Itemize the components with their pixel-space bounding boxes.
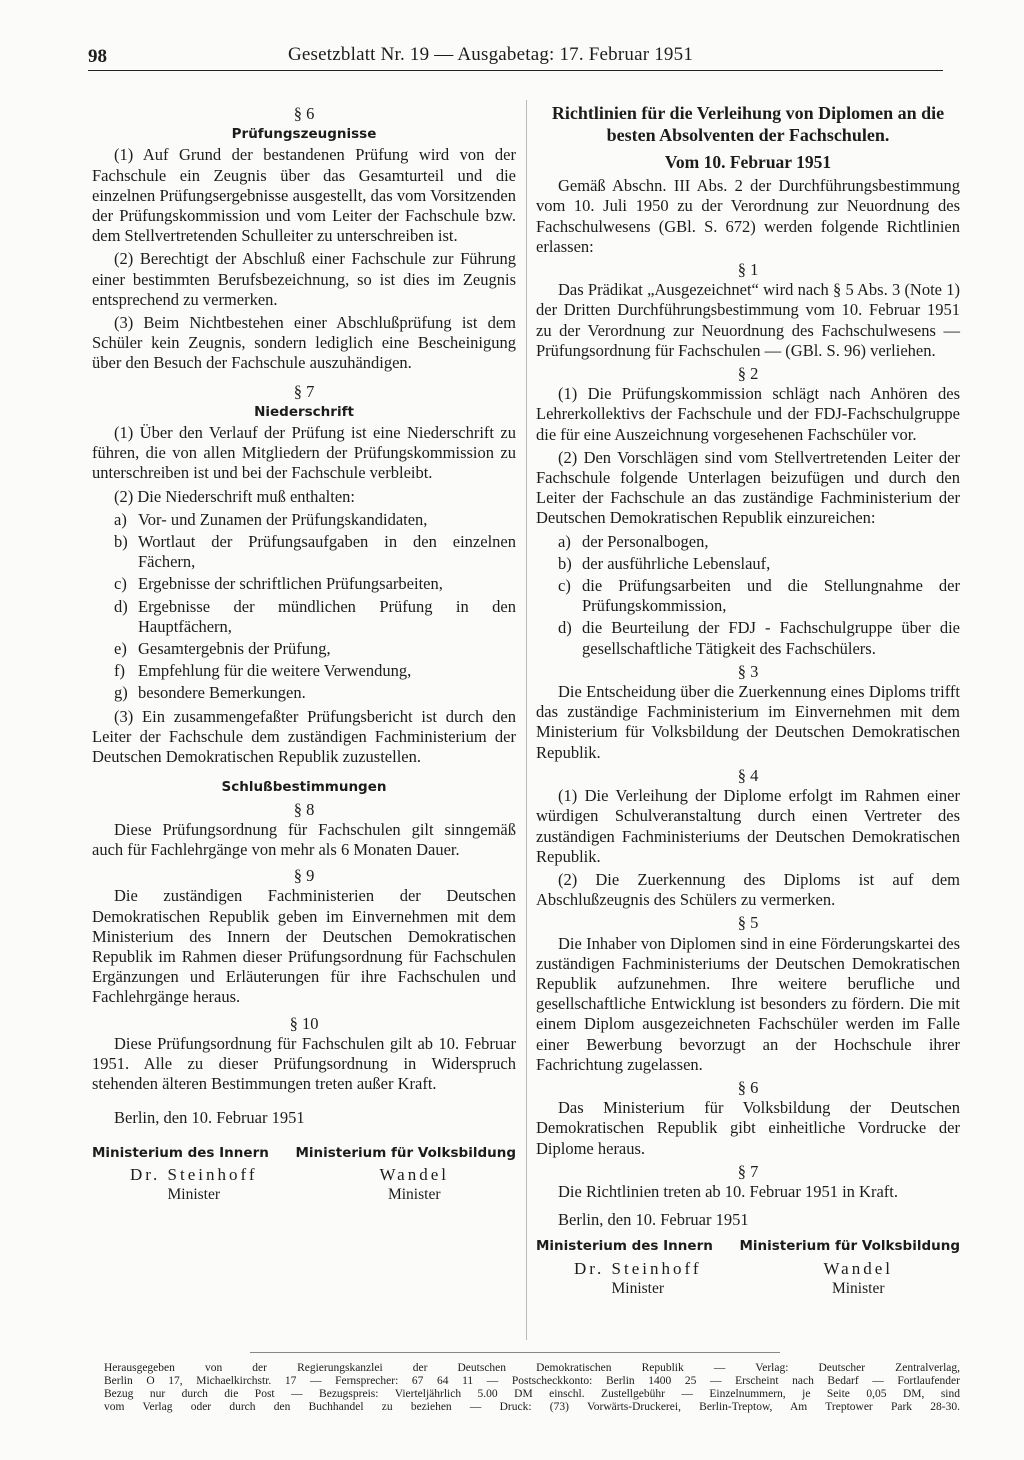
paragraph: Die Inhaber von Diplomen sind in eine Förderungskartei des zuständigen Fachministeriums der Deutschen Demokratischen Republik aufzunehmen. Ihre weitere berufliche und gesellschaftliche Entwicklung ist besonders zu fördern. Die mit einem Diplom ausgezeichneten Fachschüler werden im Falle einer Bewerbung bevorzugt an der Hochschule ihrer Fachrichtung zugelassen. [536,933,960,1074]
left-column [92,102,516,1205]
paragraph: (2) Den Vorschlägen sind vom Stellvertretenden Leiter der Fachschule folgende Unterlagen beizufügen und durch den Leiter der Fachschule an das zuständige Fachministerium der Deutschen Demokratischen Republik einzureichen: [536,447,960,528]
list-label: b) [558,553,572,573]
paragraph: (1) Auf Grund der bestandenen Prüfung wird von der Fachschule ein Zeugnis über das Gesamturteil und die einzelnen Prüfungsergebnisse ausgestellt, das vom Vorsitzenden der Prüfungskommission und vom Leiter der Fachschule bzw. dem Stellvertretenden Schulleiter zu unterschreiben ist. [92,145,516,246]
list-text: die Beurteilung der FDJ - Fachschulgruppe über die gesellschaftliche Tätigkeit des Fachschülers. [582,618,960,658]
ministry-name: Ministerium für Volksbildung [295,1144,516,1161]
ministry-name: Ministerium des Innern [92,1144,269,1161]
section-number: § 6 [293,104,315,123]
paragraph: Gemäß Abschn. III Abs. 2 der Durchführungsbestimmung vom 10. Juli 1950 zu der Verordnung zur Neuordnung des Fachschulwesens (GBl. S. 672) werden folgende Richtlinien erlassen: [536,176,960,256]
signer-role: Minister [611,1279,665,1297]
list-item [92,639,516,659]
list-text: Empfehlung für die weitere Verwendung, [138,661,412,681]
imprint-line: Herausgegeben von der Regierungskanzlei der Deutschen Demokratischen Republik — Verlag: Deutscher Zentralverlag, [104,1362,960,1374]
paragraph: Das Prädikat „Ausgezeichnet“ wird nach § 5 Abs. 3 (Note 1) der Dritten Durchführungsbestimmung vom 10. Februar 1951 zu der Verordnung zur Neuordnung des Fachschulwesens — Prüfungsordnung für Fachschulen — (GBl. S. 96) verliehen. [536,280,960,360]
signature-block [92,1165,516,1205]
list-label: f) [114,661,125,681]
list-item [536,618,960,658]
ministry-name: Ministerium für Volksbildung [739,1238,960,1255]
section-number: § 4 [737,765,759,785]
document-date: Vom 10. Februar 1951 [664,152,832,172]
signer-name: Wandel [379,1164,449,1184]
signer [756,1259,960,1299]
section-title: Schlußbestimmungen [221,779,387,796]
section-title: Prüfungszeugnisse [231,126,377,143]
section-number: § 7 [737,1161,759,1181]
list-text: der ausführliche Lebenslauf, [582,553,771,573]
list-item [536,532,960,552]
imprint-footer [104,1362,960,1414]
signer-name: Wandel [823,1258,893,1278]
signer-name: Dr. Steinhoff [574,1258,702,1278]
section-number: § 9 [293,866,315,886]
signer-name: Dr. Steinhoff [130,1164,258,1184]
section-number: § 8 [293,799,315,819]
page-header [88,44,943,71]
signer [312,1165,516,1205]
list-label: e) [114,639,127,659]
list-text: Gesamtergebnis der Prüfung, [138,639,331,659]
list-item [92,574,516,594]
paragraph: Die zuständigen Fachministerien der Deutschen Demokratischen Republik geben im Einvernehmen mit dem Ministerium des Innern der Deutschen Demokratischen Republik im Rahmen dieser Prüfungsordnung für Fachschulen Ergänzungen und Erläuterungen für ihre Fachschulen und Fachlehrgänge heraus. [92,886,516,1007]
paragraph: Diese Prüfungsordnung für Fachschulen gilt ab 10. Februar 1951. Alle zu dieser Prüfungsordnung in Widerspruch stehenden älteren Bestimmungen treten außer Kraft. [92,1033,516,1094]
list-text: Vor- und Zunamen der Prüfungskandidaten, [138,509,428,529]
place-date: Berlin, den 10. Februar 1951 [558,1210,749,1230]
footer-rule [250,1352,780,1353]
ministry-name: Ministerium des Innern [536,1238,713,1255]
paragraph: (2) Die Zuerkennung des Diploms ist auf dem Abschlußzeugnis des Schülers zu vermerken. [536,869,960,910]
paragraph: Die Entscheidung über die Zuerkennung eines Diploms trifft das zuständige Fachministerium im Einvernehmen mit dem Ministerium für Volksbildung der Deutschen Demokratischen Republik. [536,682,960,762]
list-item [92,597,516,637]
signer-role: Minister [167,1185,221,1203]
paragraph: (3) Beim Nichtbestehen einer Abschlußprüfung ist dem Schüler kein Zeugnis, sondern lediglich eine Bescheinigung über den Besuch der Fachschule auszuhändigen. [92,313,516,373]
paragraph: Die Richtlinien treten ab 10. Februar 1951 in Kraft. [558,1181,898,1201]
signature-block [536,1259,960,1299]
list-item [92,532,516,572]
paragraph: Das Ministerium für Volksbildung der Deutschen Demokratischen Republik gibt einheitliche Vordrucke der Diplome heraus. [536,1098,960,1158]
list-item [92,661,516,681]
list-item [536,576,960,616]
list-label: a) [114,509,127,529]
list-item [92,683,516,703]
paragraph: (3) Ein zusammengefaßter Prüfungsbericht ist durch den Leiter der Fachschule dem zuständigen Fachministerium der Deutschen Demokratischen Republik zuzustellen. [92,706,516,767]
list-label: d) [558,618,572,638]
paragraph: (2) Berechtigt der Abschluß einer Fachschule zur Führung einer bestimmten Berufsbezeichnung, so ist dies im Zeugnis entsprechend zu vermerken. [92,249,516,309]
signer-role: Minister [831,1279,885,1297]
section-title: Niederschrift [254,403,354,420]
list-item [92,510,516,530]
section-number: § 5 [737,913,759,933]
right-column [536,102,960,1299]
section-number: § 6 [737,1077,759,1097]
list-label: c) [114,574,127,594]
place-date: Berlin, den 10. Februar 1951 [114,1108,305,1128]
document-title: Richtlinien für die Verleihung von Diplomen an die besten Absolventen der Fachschulen. [551,103,945,145]
signer [92,1165,296,1205]
imprint-line: vom Verlag oder durch den Buchhandel zu beziehen — Druck: (73) Vorwärts-Druckerei, Berlin-Treptow, Am Treptower Park 28-30. [104,1401,960,1413]
paragraph: (2) Die Niederschrift muß enthalten: [114,486,355,506]
section-number: § 2 [737,364,759,384]
list-text: Ergebnisse der schriftlichen Prüfungsarbeiten, [138,574,443,594]
gazette-title: Gesetzblatt Nr. 19 — Ausgabetag: 17. Februar 1951 [288,44,694,65]
list-label: a) [558,531,571,551]
page-number: 98 [88,46,107,67]
imprint-line: Berlin O 17, Michaelkirchstr. 17 — Fernsprecher: 67 64 11 — Postscheckkonto: Berlin 1400 25 — Erscheint nach Bedarf — Fortlaufender [104,1375,960,1387]
column-divider [526,100,527,1340]
paragraph: (1) Die Prüfungskommission schlägt nach Anhören des Lehrerkollektivs der Fachschule und der FDJ-Fachschulgruppe die für eine Auszeichnung vorgesehenen Fachschüler vor. [536,384,960,444]
list-label: d) [114,596,128,616]
section-number: § 3 [737,661,759,681]
signer-role: Minister [387,1185,441,1203]
list-text: der Personalbogen, [582,531,709,551]
list-label: g) [114,683,128,703]
signer [536,1259,740,1299]
content-list [536,532,960,659]
section-number: § 7 [293,381,315,401]
list-text: besondere Bemerkungen. [138,683,306,703]
list-item [536,554,960,574]
signature-ministries [92,1143,516,1163]
list-text: Ergebnisse der mündlichen Prüfung in den Hauptfächern, [138,596,516,636]
list-text: Wortlaut der Prüfungsaufgaben in den einzelnen Fächern, [138,532,516,572]
list-label: b) [114,532,128,552]
content-list [92,510,516,704]
paragraph: (1) Über den Verlauf der Prüfung ist eine Niederschrift zu führen, die von allen Mitgliedern der Prüfungskommission zu unterschreiben ist und bei der Fachschule verbleibt. [92,423,516,483]
section-number: § 1 [737,260,759,280]
imprint-line: Bezug nur durch die Post — Bezugspreis: Vierteljährlich 5.00 DM einschl. Zustellgebühr — Einzelnummern, je Seite 0,05 DM, sind [104,1388,960,1400]
section-number: § 10 [289,1013,319,1033]
signature-ministries [536,1236,960,1256]
paragraph: Diese Prüfungsordnung für Fachschulen gilt sinngemäß auch für Fachlehrgänge von mehr als 6 Monaten Dauer. [92,819,516,859]
list-label: c) [558,576,571,596]
paragraph: (1) Die Verleihung der Diplome erfolgt im Rahmen einer würdigen Schulveranstaltung durch einen Vertreter des zuständigen Fachministeriums der Deutschen Demokratischen Republik. [536,786,960,866]
list-text: die Prüfungsarbeiten und die Stellungnahme der Prüfungskommission, [582,576,960,616]
